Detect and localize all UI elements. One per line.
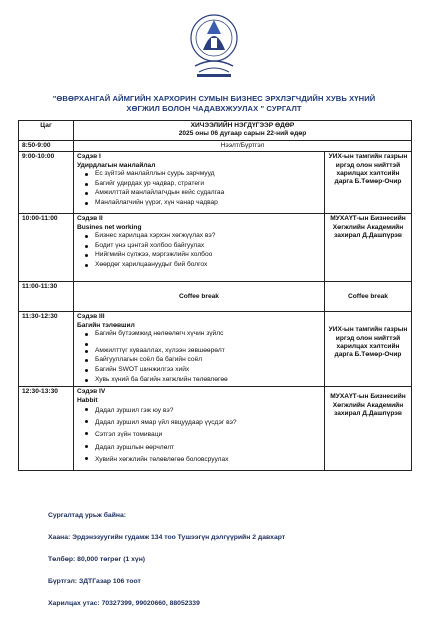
session-content [74, 312, 325, 387]
session-time: 12:30-13:30 [19, 387, 74, 471]
table-row [19, 214, 412, 282]
session-time: 11:30-12:30 [19, 312, 74, 387]
session-topic: Удирдлагын манлайлал [77, 161, 156, 169]
table-row [19, 152, 412, 214]
session-speaker: УИХ-ын тамгийн газрын иргэд олон нийттэй харилцах хэлтсийн дарга Б.Төмөр-Очир [325, 152, 412, 214]
session-content [74, 152, 325, 214]
list-item: Сэтгэл зүйн томиваци [95, 429, 321, 440]
header-date: 2025 оны 06 дугаар сарын 22-ний өдөр [178, 130, 307, 138]
list-item: Хувийн хөгжлийн төлөвлөгөө боловсруулах [95, 454, 321, 465]
list-spacer [95, 340, 321, 346]
address-text: Хаана: Эрдэнэзуугийн гудамж 134 тоо Тушээгүн дэлгүүрийн 2 давхарт [48, 534, 286, 541]
session-topic: Habbit [77, 396, 98, 404]
registration-time: 8:50-9:00 [19, 140, 74, 151]
session-number: Сэдэв I [77, 153, 101, 161]
table-row [19, 312, 412, 387]
list-item: Дадал зуршил ямар үйл явцуудаар үүсдэг вэ? [95, 417, 321, 428]
fee-text: Төлбөр: 80,000 төгрөг (1 хүн) [48, 556, 146, 563]
list-item: Бодит үнэ цэнтэй холбоо байгуулах [95, 242, 321, 250]
session-speaker: МУХАҮТ-ын Бизнесийн Хөгжлийн Академийн захирал Д.Дашпүрэв [325, 214, 412, 282]
organization-logo [189, 8, 239, 88]
list-item: Хувь хүний ба багийн хөгжлийн төлөвлөгөө [95, 376, 321, 384]
list-item: Ес зүйтэй манлайллын суурь зарчмууд [95, 170, 321, 178]
session-items [77, 232, 321, 269]
list-item: Амжилттүг хувааллах, хүлээн зөвшөөрөлт [95, 347, 321, 355]
session-time: 10:00-11:00 [19, 214, 74, 282]
session-speaker: МУХАҮТ-ын Бизнесийн Хөгжлийн Академийн захирал Д.Дашпүрэв [325, 387, 412, 471]
session-items [77, 170, 321, 207]
page-title: "ӨВӨРХАНГАЙ АЙМГИЙН ХАРХОРИН СУМЫН БИЗНЕС ЭРХЛЭГЧДИЙН ХУВЬ ХҮНИЙ ХӨГЖИЛ БОЛОН ЧАДАВХЖУУЛАХ " СУРГАЛТ [52, 94, 376, 113]
list-item: Амжилттай манлайлагчдын кейс судалгаа [95, 189, 321, 197]
list-item: Багийг удирдах ур чадвар, стратеги [95, 180, 321, 188]
schedule-table [18, 120, 412, 471]
session-items [77, 405, 321, 465]
coffee-break-row [19, 282, 412, 312]
list-item: Хөөрдөг харилцаануудыг бий болгох [95, 261, 321, 269]
session-number: Сэдэв IV [77, 388, 106, 396]
footer-info [48, 512, 285, 622]
session-number: Сэдэв II [77, 215, 103, 223]
header-day [74, 121, 412, 141]
invite-text: Сургалтад урьж байна: [48, 512, 127, 519]
table-header-row [19, 121, 412, 141]
session-speaker: УИХ-ын тамгийн газрын иргэд олон нийттэй харилцах хэлтсийн дарга Б.Төмөр-Очир [325, 312, 412, 387]
session-topic: Багийн тэлөвшил [77, 321, 135, 329]
list-item: Дадал зуршлын өөрчлөлт [95, 442, 321, 453]
coffee-break-label-right: Coffee break [325, 282, 412, 312]
list-item: Байгууллагын соёл ба багийн соёл [95, 356, 321, 364]
session-content [74, 387, 325, 471]
header-day-title: ХИЧЭЭЛИЙН НЭГДҮГЭЭР ӨДӨР [190, 122, 295, 129]
session-time: 9:00-10:00 [19, 152, 74, 214]
list-item: Дадал зуршил гэж юу вэ? [95, 405, 321, 416]
coffee-break-label: Coffee break [74, 282, 325, 312]
session-number: Сэдэв III [77, 313, 105, 321]
phone-text: Харилцах утас: 70327399, 99020660, 88052339 [48, 600, 200, 607]
session-topic: Busines net working [77, 223, 142, 231]
list-item: Багийн бүтээмжид нөлөөлөгч хүчин зүйлс [95, 330, 321, 338]
session-content [74, 214, 325, 282]
session-items [77, 330, 321, 384]
session-time: 11:00-11:30 [19, 282, 74, 312]
list-item: Манлайлагчийн үүрэг, хүн чанар чадвар [95, 199, 321, 207]
header-time: Цаг [19, 121, 74, 141]
list-item: Бизнес харилцаа хэрхэн хөгжүүлах вэ? [95, 232, 321, 240]
list-item: Нийгмийн сүлжээ, мэргэжлийн холбоо [95, 251, 321, 259]
registration-label: Нээлт/Бүртгэл [74, 140, 412, 151]
registration-row [19, 140, 412, 151]
registration-text: Бүртгэл: ЗДТГазар 106 тоот [48, 578, 141, 585]
list-item: Багийн SWOT шинжилгээ хийх [95, 366, 321, 374]
table-row [19, 387, 412, 471]
